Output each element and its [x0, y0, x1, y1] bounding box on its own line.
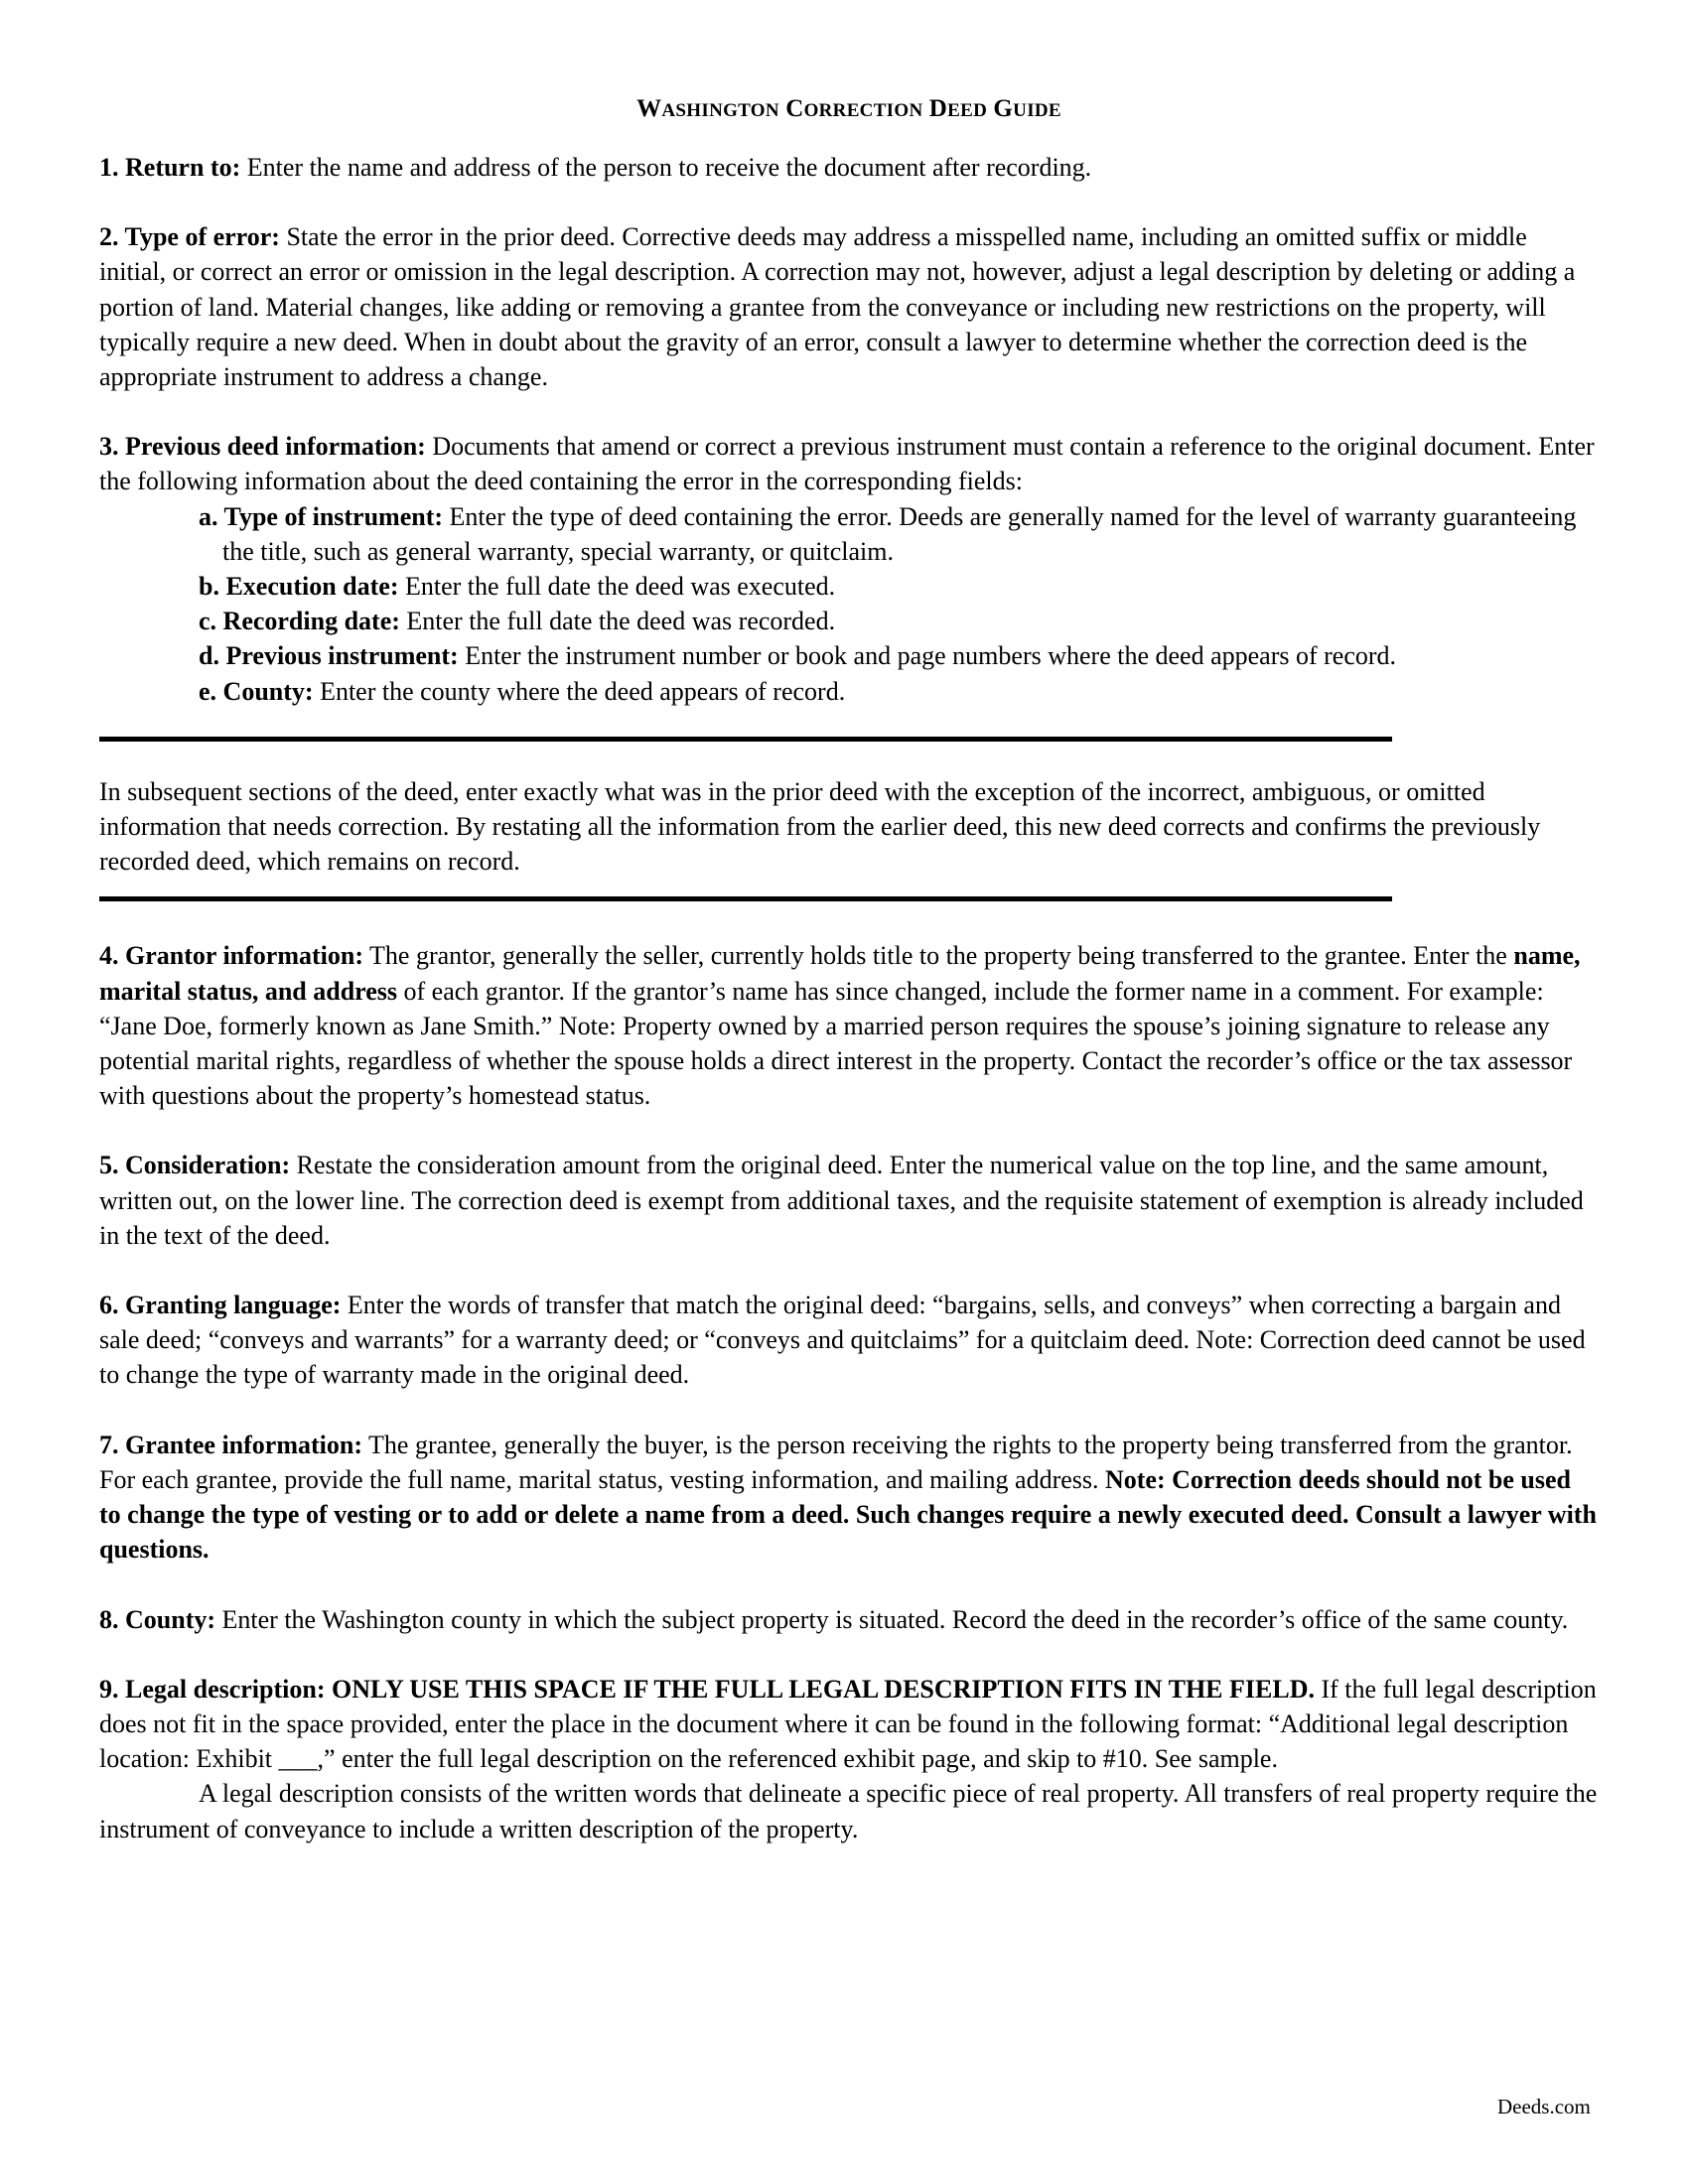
sub-item-text: Enter the county where the deed appears of record.: [320, 676, 846, 706]
sub-item-label: a. Type of instrument:: [199, 501, 444, 531]
title-initial: C: [785, 95, 804, 122]
section-emphasis: ONLY USE THIS SPACE IF THE FULL LEGAL DESCRIPTION FITS IN THE FIELD.: [332, 1674, 1315, 1704]
section-grantor-information: [99, 938, 1599, 1113]
section-label: 4. Grantor information:: [99, 941, 363, 971]
sub-item-text: Enter the full date the deed was executed.: [405, 572, 836, 602]
section-label: 2. Type of error:: [99, 222, 280, 252]
section-label: 8. County:: [99, 1604, 216, 1634]
section-text: The grantee, generally the buyer, is the person receiving the rights to the property being transferred from the grantor. For each grantee, provide the full name, marital status, vesting information, and mailing address.: [99, 1430, 1573, 1494]
section-grantee-information: [99, 1428, 1599, 1568]
title-word: EED: [947, 100, 988, 121]
section-text: The grantor, generally the seller, currently holds title to the property being transferred to the grantee. Enter the: [369, 941, 1507, 971]
section-text: Restate the consideration amount from the original deed. Enter the numerical value on the top line, and the same amount, written out, on the lower line. The correction deed is exempt from additional taxes, and the requisite statement of exemption is already included in the text of the deed.: [99, 1151, 1584, 1250]
section-legal-description: [99, 1672, 1599, 1846]
legal-description-paragraph: A legal description consists of the written words that delineate a specific piece of real property. All transfers of real property require the instrument of conveyance to include a written description of the property.: [99, 1779, 1598, 1843]
title-word: ORRECTION: [803, 100, 923, 121]
footer-brand: Deeds.com: [1497, 2095, 1591, 2118]
section-text: State the error in the prior deed. Corrective deeds may address a misspelled name, including an omitted suffix or middle initial, or correct an error or omission in the legal description. A correction may not, however, adjust a legal description by deleting or adding a portion of land. Material changes, like adding or removing a grantee from the conveyance or including new restrictions on the property, will typically require a new deed. When in doubt about the gravity of an error, consult a lawyer to determine whether the correction deed is the appropriate instrument to address a change.: [99, 222, 1576, 392]
section-text: Enter the Washington county in which the subject property is situated. Record the deed in the recorder’s office of the same county.: [221, 1604, 1569, 1634]
document-page: [99, 95, 1599, 1846]
title-word: UIDE: [1013, 100, 1061, 121]
section-text: Documents that amend or correct a previous instrument must contain a reference to the original document. Enter the following information about the deed containing the error in the corresponding fields:: [99, 432, 1595, 496]
sub-item-label: e. County:: [199, 676, 314, 706]
sub-item-type-of-instrument: [199, 499, 1599, 569]
sub-item-label: c. Recording date:: [199, 607, 400, 636]
sub-item-recording-date: [199, 604, 1599, 638]
note-text: In subsequent sections of the deed, enter exactly what was in the prior deed with the exception of the incorrect, ambiguous, or omitted information that needs correction. By restating all the information from the earlier deed, this new deed corrects and confirms the previously recorded deed, which remains on record.: [99, 776, 1541, 877]
section-text: If the full legal description does not fit in the space provided, enter the place in the document where it can be found in the following format: “Additional legal description location: Exhibit ___,” enter the full legal description on the referenced exhibit page, and skip to #10. See sample.: [99, 1674, 1597, 1774]
sub-item-label: b. Execution date:: [199, 572, 399, 602]
section-label: 5. Consideration:: [99, 1151, 291, 1180]
section-emphasis: name, marital status, and address: [99, 941, 1581, 1006]
divider: [99, 896, 1392, 901]
sub-item-previous-instrument: [199, 638, 1599, 673]
section-text: Enter the words of transfer that match the original deed: “bargains, sells, and conveys” when correcting a bargain and sale deed; “conveys and warrants” for a warranty deed; or “conveys and quitclaims” for a quitclaim deed. Note: Correction deed cannot be used to change the type of warranty made in the original deed.: [99, 1291, 1586, 1390]
title-initial: G: [993, 95, 1014, 122]
section-label: 7. Grantee information:: [99, 1430, 363, 1459]
section-county: [99, 1602, 1599, 1637]
section-granting-language: [99, 1288, 1599, 1393]
page-title: [99, 95, 1599, 123]
title-initial: D: [928, 95, 948, 122]
sub-item-list: [199, 499, 1599, 709]
section-consideration: [99, 1148, 1599, 1253]
section-label: 6. Granting language:: [99, 1291, 342, 1320]
sub-item-execution-date: [199, 569, 1599, 604]
section-emphasis: Note: Correction deeds should not be used to change the type of vesting or to add or delete a name from a deed. Such changes require a newly executed deed. Consult a lawyer with questions.: [99, 1464, 1597, 1565]
section-text: of each grantor. If the grantor’s name has since changed, include the former name in a comment. For example: “Jane Doe, formerly known as Jane Smith.” Note: Property owned by a married person requires the spouse’s joining signature to release any potential marital rights, regardless of whether the spouse holds a direct interest in the property. Contact the recorder’s office or the tax assessor with questions about the property’s homestead status.: [99, 976, 1573, 1111]
section-label: 9. Legal description:: [99, 1674, 326, 1704]
sub-item-text: Enter the type of deed containing the error. Deeds are generally named for the level of warranty guaranteeing the title, such as general warranty, special warranty, or quitclaim.: [222, 501, 1577, 566]
section-type-of-error: [99, 219, 1599, 394]
title-initial: W: [636, 95, 662, 122]
divider: [99, 737, 1392, 742]
section-return-to: [99, 150, 1599, 185]
title-word: ASHINGTON: [661, 100, 779, 121]
sub-item-county: [199, 674, 1599, 709]
restate-note: [99, 774, 1599, 880]
sub-item-text: Enter the instrument number or book and page numbers where the deed appears of record.: [465, 641, 1397, 671]
section-previous-deed: [99, 429, 1599, 709]
sub-item-text: Enter the full date the deed was recorded.: [406, 607, 836, 636]
section-text: Enter the name and address of the person to receive the document after recording.: [246, 153, 1092, 182]
sub-item-label: d. Previous instrument:: [199, 641, 459, 671]
section-label: 3. Previous deed information:: [99, 432, 426, 462]
section-label: 1. Return to:: [99, 153, 241, 182]
